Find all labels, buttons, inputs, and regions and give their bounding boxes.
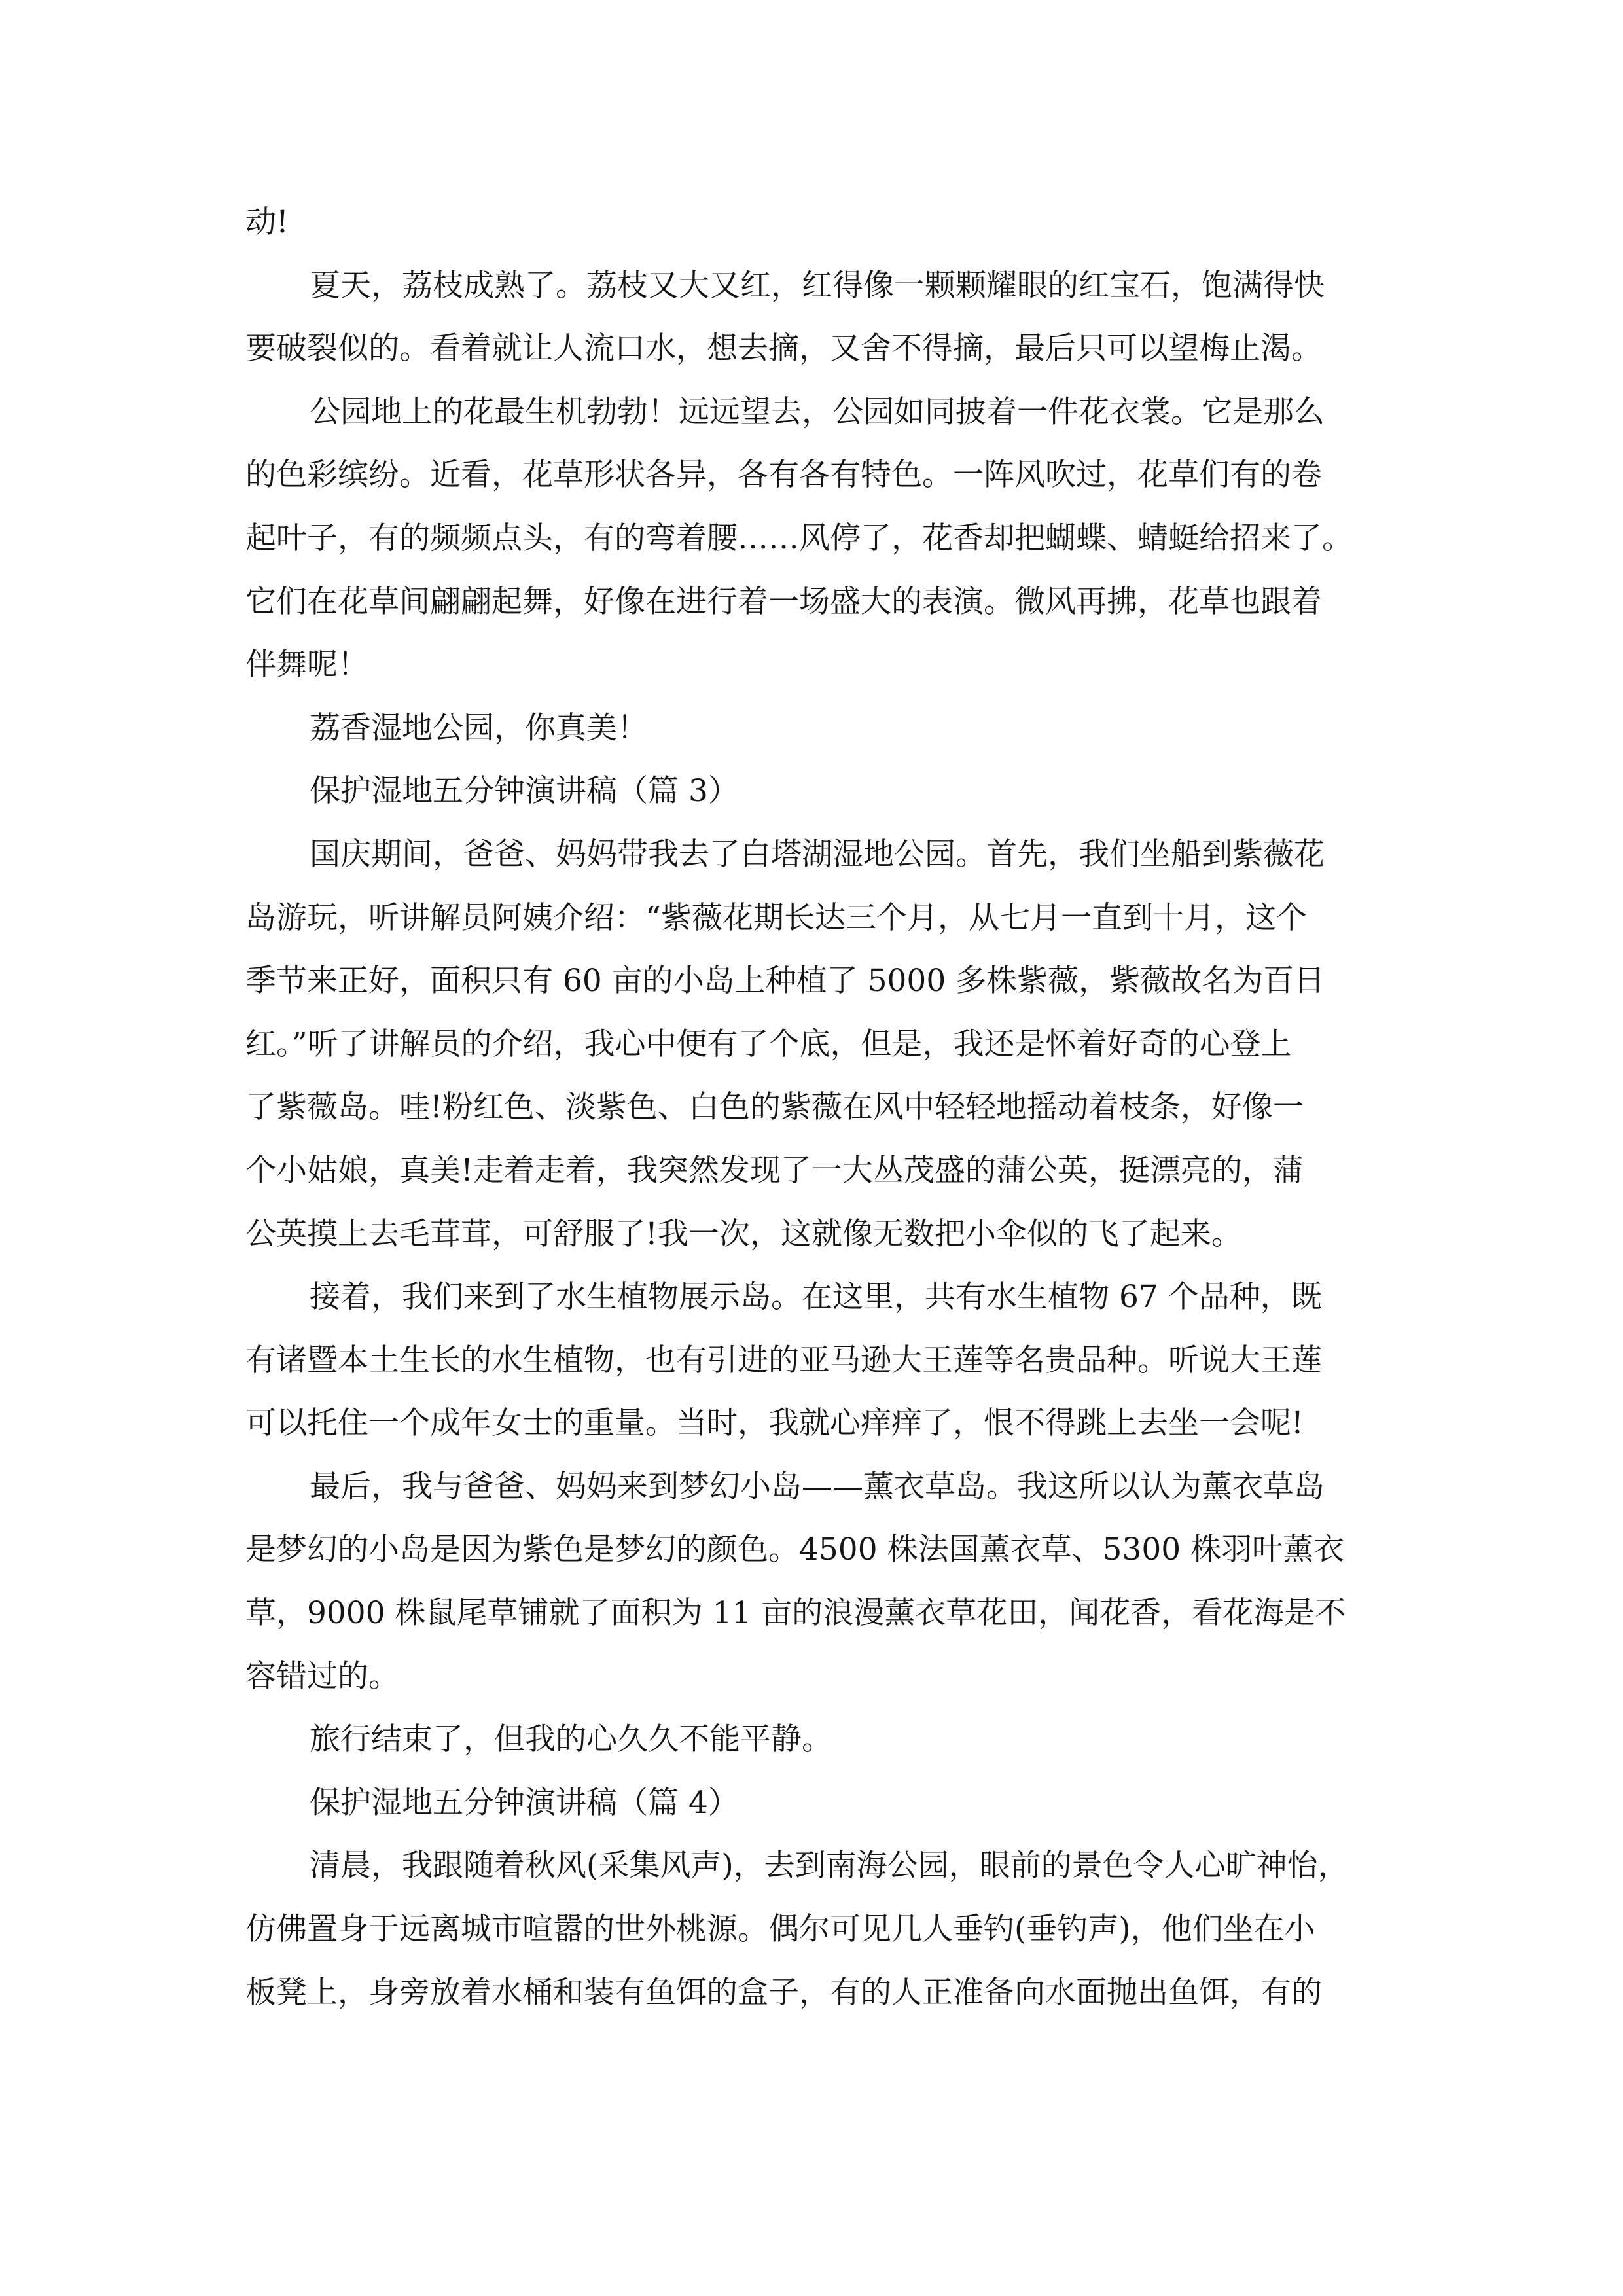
text-line: 保护湿地五分钟演讲稿（篇 4）	[310, 1784, 739, 1821]
text-line: 公英摸上去毛茸茸，可舒服了!我一次，这就像无数把小伞似的飞了起来。	[245, 1215, 1242, 1252]
text-line: 板凳上，身旁放着水桶和装有鱼饵的盒子，有的人正准备向水面抛出鱼饵，有的	[245, 1974, 1322, 2011]
document-body	[245, 191, 1397, 2024]
text-line: 可以托住一个成年女士的重量。当时，我就心痒痒了，恨不得跳上去坐一会呢!	[245, 1405, 1304, 1442]
text-line: 容错过的。	[245, 1658, 399, 1695]
text-line: 最后，我与爸爸、妈妈来到梦幻小岛——薰衣草岛。我这所以认为薰衣草岛	[310, 1468, 1325, 1505]
text-line: 草，9000 株鼠尾草铺就了面积为 11 亩的浪漫薰衣草花田，闻花香，看花海是不	[245, 1595, 1346, 1632]
text-line: 是梦幻的小岛是因为紫色是梦幻的颜色。4500 株法国薰衣草、5300 株羽叶薰衣	[245, 1532, 1345, 1568]
text-line: 荔香湿地公园，你真美！	[310, 709, 648, 746]
text-line: 岛游玩，听讲解员阿姨介绍：“紫薇花期长达三个月，从七月一直到十月，这个	[245, 899, 1308, 936]
text-line: 公园地上的花最生机勃勃！远远望去，公园如同披着一件花衣裳。它是那么	[310, 393, 1325, 430]
text-line: 季节来正好，面积只有 60 亩的小岛上种植了 5000 多株紫薇，紫薇故名为百日	[245, 963, 1325, 999]
text-line: 起叶子，有的频频点头，有的弯着腰……风停了，花香却把蝴蝶、蜻蜓给招来了。	[245, 520, 1353, 556]
text-line: 仿佛置身于远离城市喧嚣的世外桃源。偶尔可见几人垂钓(垂钓声)，他们坐在小	[245, 1911, 1315, 1948]
text-line: 个小姑娘，真美!走着走着，我突然发现了一大丛茂盛的蒲公英，挺漂亮的，蒲	[245, 1152, 1304, 1189]
text-line: 清晨，我跟随着秋风(采集风声)，去到南海公园，眼前的景色令人心旷神怡，	[310, 1848, 1349, 1884]
text-line: 了紫薇岛。哇!粉红色、淡紫色、白色的紫薇在风中轻轻地摇动着枝条，好像一	[245, 1089, 1304, 1126]
text-line: 红。”听了讲解员的介绍，我心中便有了个底，但是，我还是怀着好奇的心登上	[245, 1026, 1292, 1062]
text-line: 有诸暨本土生长的水生植物，也有引进的亚马逊大王莲等名贵品种。听说大王莲	[245, 1342, 1322, 1378]
text-line: 它们在花草间翩翩起舞，好像在进行着一场盛大的表演。微风再拂，花草也跟着	[245, 583, 1322, 620]
text-line: 保护湿地五分钟演讲稿（篇 3）	[310, 773, 739, 810]
text-line: 的色彩缤纷。近看，花草形状各异，各有各有特色。一阵风吹过，花草们有的卷	[245, 457, 1322, 493]
text-line: 要破裂似的。看着就让人流口水，想去摘，又舍不得摘，最后只可以望梅止渴。	[245, 331, 1322, 367]
text-line: 夏天，荔枝成熟了。荔枝又大又红，红得像一颗颗耀眼的红宝石，饱满得快	[310, 267, 1325, 304]
text-line: 动!	[245, 204, 289, 240]
text-line: 国庆期间，爸爸、妈妈带我去了白塔湖湿地公园。首先，我们坐船到紫薇花	[310, 836, 1325, 872]
text-line: 接着，我们来到了水生植物展示岛。在这里，共有水生植物 67 个品种，既	[310, 1279, 1322, 1316]
text-line: 伴舞呢！	[245, 647, 368, 683]
text-line: 旅行结束了，但我的心久久不能平静。	[310, 1721, 832, 1758]
